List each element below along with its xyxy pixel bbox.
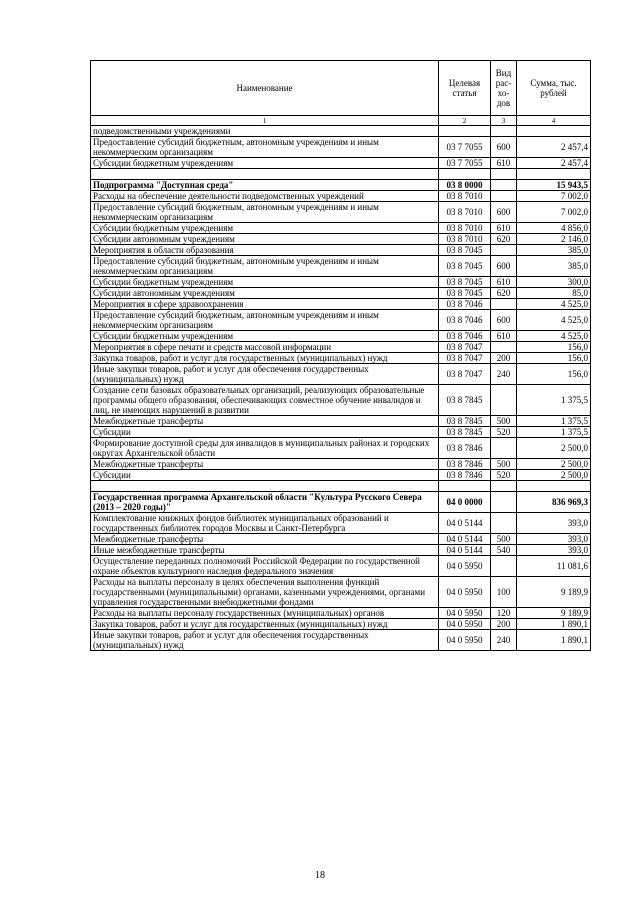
sum-cell: 300,0 [517, 277, 591, 288]
code-cell: 03 8 7046 [439, 299, 491, 310]
table-row [91, 630, 591, 651]
sum-cell: 393,0 [517, 513, 591, 534]
name-cell: Мероприятия в сфере здравоохранения [91, 299, 439, 310]
vid-cell: 240 [491, 364, 517, 385]
code-cell: 03 8 7046 [439, 331, 491, 342]
vid-cell: 610 [491, 277, 517, 288]
vid-cell [491, 299, 517, 310]
vid-cell: 100 [491, 577, 517, 608]
name-cell: Создание сети базовых образовательных организаций, реализующих образовательные программы общего образования, обеспечивающих совместное обучение инвалидов и лиц, не имеющих нарушений в развитии [91, 385, 439, 416]
name-cell: Межбюджетные трансферты [91, 459, 439, 470]
empty-cell [439, 169, 491, 180]
table-row [91, 245, 591, 256]
name-cell: Иные межбюджетные трансферты [91, 545, 439, 556]
column-number: 4 [517, 116, 591, 126]
table-row [91, 277, 591, 288]
header-vid: Вид рас-хо-дов [491, 61, 517, 116]
code-cell: 03 8 7846 [439, 438, 491, 459]
code-cell: 04 0 5950 [439, 619, 491, 630]
name-cell: Субсидии бюджетным учреждениям [91, 331, 439, 342]
vid-cell [491, 492, 517, 513]
column-number-row [91, 116, 591, 126]
vid-cell: 540 [491, 545, 517, 556]
table-row [91, 534, 591, 545]
code-cell: 03 8 7010 [439, 234, 491, 245]
vid-cell: 200 [491, 619, 517, 630]
table-row [91, 385, 591, 416]
vid-cell: 600 [491, 202, 517, 223]
vid-cell [491, 385, 517, 416]
sum-cell: 11 081,6 [517, 556, 591, 577]
vid-cell: 500 [491, 459, 517, 470]
table-row [91, 223, 591, 234]
table-row [91, 416, 591, 427]
sum-cell: 156,0 [517, 353, 591, 364]
sum-cell: 85,0 [517, 288, 591, 299]
sum-cell: 2 146,0 [517, 234, 591, 245]
code-cell: 03 8 7047 [439, 364, 491, 385]
name-cell: Субсидии [91, 470, 439, 481]
table-row [91, 427, 591, 438]
name-cell: Мероприятия в сфере печати и средств массовой информации [91, 342, 439, 353]
table-row [91, 619, 591, 630]
name-cell: Иные закупки товаров, работ и услуг для обеспечения государственных (муниципальных) нужд [91, 630, 439, 651]
sum-cell: 1 375,5 [517, 427, 591, 438]
empty-cell [91, 169, 439, 180]
name-cell: Закупка товаров, работ и услуг для государственных (муниципальных) нужд [91, 619, 439, 630]
name-cell: Государственная программа Архангельской области "Культура Русского Севера (2013 – 2020 годы)" [91, 492, 439, 513]
sum-cell: 2 457,4 [517, 158, 591, 169]
table-row [91, 342, 591, 353]
sum-cell: 15 943,5 [517, 180, 591, 191]
vid-cell [491, 245, 517, 256]
code-cell: 03 8 0000 [439, 180, 491, 191]
name-cell: Закупка товаров, работ и услуг для государственных (муниципальных) нужд [91, 353, 439, 364]
column-number: 2 [439, 116, 491, 126]
code-cell: 03 7 7055 [439, 137, 491, 158]
vid-cell: 600 [491, 256, 517, 277]
table-row [91, 459, 591, 470]
name-cell: Субсидии бюджетным учреждениям [91, 223, 439, 234]
table-row [91, 310, 591, 331]
vid-cell: 600 [491, 137, 517, 158]
code-cell: 04 0 0000 [439, 492, 491, 513]
empty-cell [491, 169, 517, 180]
table-row [91, 288, 591, 299]
budget-table [90, 60, 591, 651]
sum-cell: 156,0 [517, 364, 591, 385]
code-cell: 03 8 7846 [439, 459, 491, 470]
name-cell: Предоставление субсидий бюджетным, автономным учреждениям и иным некоммерческим организациям [91, 310, 439, 331]
code-cell: 03 8 7045 [439, 277, 491, 288]
vid-cell: 520 [491, 470, 517, 481]
vid-cell: 500 [491, 534, 517, 545]
sum-cell: 1 375,5 [517, 385, 591, 416]
code-cell: 03 8 7010 [439, 202, 491, 223]
budget-table-page [90, 60, 590, 651]
code-cell: 03 8 7045 [439, 288, 491, 299]
sum-cell: 4 525,0 [517, 299, 591, 310]
sum-cell: 393,0 [517, 534, 591, 545]
name-cell: Предоставление субсидий бюджетным, автономным учреждениям и иным некоммерческим организациям [91, 202, 439, 223]
sum-cell: 393,0 [517, 545, 591, 556]
table-row [91, 180, 591, 191]
vid-cell: 200 [491, 353, 517, 364]
name-cell: Субсидии автономным учреждениям [91, 234, 439, 245]
table-row [91, 234, 591, 245]
code-cell: 04 0 5144 [439, 545, 491, 556]
name-cell: Осуществление переданных полномочий Российской Федерации по государственной охране объектов культурного наследия федерального значения [91, 556, 439, 577]
name-cell: Субсидии бюджетным учреждениям [91, 277, 439, 288]
name-cell: Субсидии бюджетным учреждениям [91, 158, 439, 169]
code-cell: 04 0 5950 [439, 556, 491, 577]
name-cell: Расходы на обеспечение деятельности подведомственных учреждений [91, 191, 439, 202]
sum-cell: 2 500,0 [517, 459, 591, 470]
name-cell: Расходы на выплаты персоналу государственных (муниципальных) органов [91, 608, 439, 619]
table-row [91, 492, 591, 513]
sum-cell: 385,0 [517, 256, 591, 277]
empty-cell [91, 481, 439, 492]
table-row [91, 364, 591, 385]
table-row [91, 577, 591, 608]
code-cell: 03 8 7845 [439, 385, 491, 416]
sum-cell: 156,0 [517, 342, 591, 353]
table-row [91, 513, 591, 534]
sum-cell: 7 002,0 [517, 202, 591, 223]
vid-cell [491, 191, 517, 202]
sum-cell: 2 457,4 [517, 137, 591, 158]
vid-cell: 620 [491, 288, 517, 299]
code-cell: 03 8 7845 [439, 416, 491, 427]
vid-cell [491, 513, 517, 534]
vid-cell: 500 [491, 416, 517, 427]
table-row [91, 608, 591, 619]
table-row [91, 126, 591, 137]
vid-cell [491, 126, 517, 137]
sum-cell: 2 500,0 [517, 438, 591, 459]
table-row [91, 158, 591, 169]
name-cell: Расходы на выплаты персоналу в целях обеспечения выполнения функций государственными (муниципальными) органами, казенными учреждениями, органами управления государственными внебюджетными фондами [91, 577, 439, 608]
empty-cell [517, 481, 591, 492]
sum-cell [517, 126, 591, 137]
vid-cell: 240 [491, 630, 517, 651]
column-number: 3 [491, 116, 517, 126]
table-row [91, 299, 591, 310]
blank-row [91, 169, 591, 180]
code-cell: 04 0 5950 [439, 608, 491, 619]
table-row [91, 137, 591, 158]
empty-cell [439, 481, 491, 492]
name-cell: Межбюджетные трансферты [91, 534, 439, 545]
code-cell: 03 8 7010 [439, 223, 491, 234]
name-cell: Субсидии автономным учреждениям [91, 288, 439, 299]
code-cell [439, 126, 491, 137]
vid-cell: 120 [491, 608, 517, 619]
name-cell: подведомственными учреждениями [91, 126, 439, 137]
name-cell: Межбюджетные трансферты [91, 416, 439, 427]
table-row [91, 202, 591, 223]
blank-row [91, 481, 591, 492]
code-cell: 03 7 7055 [439, 158, 491, 169]
vid-cell [491, 342, 517, 353]
code-cell: 03 8 7010 [439, 191, 491, 202]
header-code: Целевая статья [439, 61, 491, 116]
column-number: 1 [91, 116, 439, 126]
vid-cell [491, 438, 517, 459]
table-row [91, 353, 591, 364]
table-row [91, 331, 591, 342]
sum-cell: 9 189,9 [517, 577, 591, 608]
name-cell: Предоставление субсидий бюджетным, автономным учреждениям и иным некоммерческим организациям [91, 256, 439, 277]
code-cell: 03 8 7045 [439, 245, 491, 256]
table-body [91, 126, 591, 651]
page-number: 18 [315, 870, 325, 881]
table-row [91, 191, 591, 202]
table-row [91, 556, 591, 577]
sum-cell: 7 002,0 [517, 191, 591, 202]
empty-cell [491, 481, 517, 492]
name-cell: Субсидии [91, 427, 439, 438]
code-cell: 04 0 5950 [439, 630, 491, 651]
sum-cell: 1 890,1 [517, 619, 591, 630]
name-cell: Комплектование книжных фондов библиотек муниципальных образований и государственных библиотек городов Москвы и Санкт-Петербурга [91, 513, 439, 534]
code-cell: 03 8 7047 [439, 353, 491, 364]
table-header-row [91, 61, 591, 116]
name-cell: Мероприятия в области образования [91, 245, 439, 256]
table-row [91, 545, 591, 556]
sum-cell: 1 375,5 [517, 416, 591, 427]
header-name: Наименование [91, 61, 439, 116]
sum-cell: 2 500,0 [517, 470, 591, 481]
code-cell: 03 8 7045 [439, 256, 491, 277]
header-sum: Сумма, тыс. рублей [517, 61, 591, 116]
code-cell: 04 0 5144 [439, 534, 491, 545]
code-cell: 03 8 7047 [439, 342, 491, 353]
vid-cell: 600 [491, 310, 517, 331]
empty-cell [517, 169, 591, 180]
name-cell: Предоставление субсидий бюджетным, автономным учреждениям и иным некоммерческим организациям [91, 137, 439, 158]
table-row [91, 438, 591, 459]
vid-cell [491, 556, 517, 577]
vid-cell [491, 180, 517, 191]
code-cell: 04 0 5950 [439, 577, 491, 608]
code-cell: 03 8 7845 [439, 427, 491, 438]
vid-cell: 620 [491, 234, 517, 245]
name-cell: Подпрограмма "Доступная среда" [91, 180, 439, 191]
name-cell: Формирование доступной среды для инвалидов в муниципальных районах и городских округах Архангельской области [91, 438, 439, 459]
sum-cell: 4 856,0 [517, 223, 591, 234]
sum-cell: 385,0 [517, 245, 591, 256]
sum-cell: 836 969,3 [517, 492, 591, 513]
code-cell: 04 0 5144 [439, 513, 491, 534]
sum-cell: 4 525,0 [517, 310, 591, 331]
vid-cell: 610 [491, 158, 517, 169]
table-row [91, 470, 591, 481]
sum-cell: 1 890,1 [517, 630, 591, 651]
code-cell: 03 8 7846 [439, 470, 491, 481]
sum-cell: 4 525,0 [517, 331, 591, 342]
vid-cell: 610 [491, 223, 517, 234]
table-row [91, 256, 591, 277]
name-cell: Иные закупки товаров, работ и услуг для обеспечения государственных (муниципальных) нужд [91, 364, 439, 385]
code-cell: 03 8 7046 [439, 310, 491, 331]
vid-cell: 610 [491, 331, 517, 342]
vid-cell: 520 [491, 427, 517, 438]
sum-cell: 9 189,9 [517, 608, 591, 619]
